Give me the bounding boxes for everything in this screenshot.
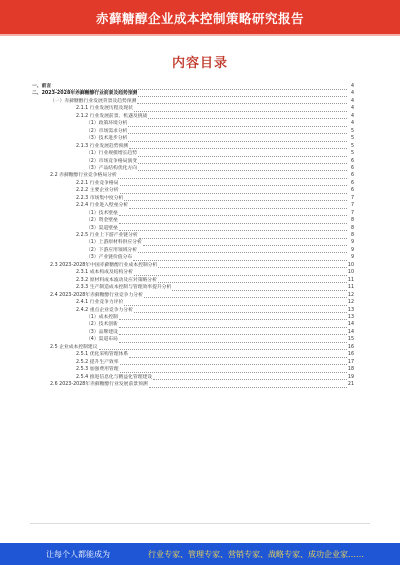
toc-leader-dots — [138, 91, 347, 97]
toc-entry-label: 2.3.3 生产制造成本控制与管理效率提升分析 — [76, 285, 172, 291]
toc-entry-label: 一、前言 — [32, 84, 52, 89]
toc-entry-label: （2）市场竞争格局演变 — [86, 158, 138, 164]
toc-leader-dots — [128, 121, 347, 127]
toc-entry-page: 17 — [347, 359, 354, 365]
toc-leader-dots — [52, 84, 347, 90]
toc-entry-label: （2）下游应用领域分析 — [86, 247, 138, 253]
toc-entry-label: 2.5.4 推进信息化与精益化管理建设 — [76, 374, 153, 380]
toc-leader-dots — [138, 247, 347, 253]
toc-entry-page: 6 — [350, 173, 354, 179]
toc-entry-page: 14 — [347, 329, 354, 335]
toc-entry-page: 4 — [350, 98, 354, 104]
toc-entry-page: 12 — [347, 300, 354, 306]
toc-leader-dots — [129, 352, 347, 358]
toc-entry-page: 4 — [350, 113, 354, 119]
toc-entry-page: 5 — [350, 128, 354, 134]
toc-entry-label: （2）技术创新 — [86, 322, 118, 328]
toc-entry-label: （2）市场需求分析 — [86, 128, 128, 134]
toc-leader-dots — [128, 128, 347, 134]
toc-leader-dots — [137, 98, 347, 104]
toc-entry-page: 4 — [350, 121, 354, 127]
toc-entry-page: 11 — [347, 285, 354, 291]
toc-entry-label: 2.5 企业成本控制建议 — [50, 344, 98, 350]
toc-leader-dots — [119, 337, 347, 343]
toc-leader-dots — [120, 180, 347, 186]
toc-leader-dots — [119, 314, 347, 320]
toc-entry-label: 二、2023-2028年赤藓糖醇行业前景及趋势预测 — [32, 91, 138, 97]
toc-entry-label: 2.2.2 主要企业分析 — [76, 188, 119, 194]
toc-leader-dots — [138, 151, 347, 157]
toc-entry-label: 2.2.5 行业上下游产业链分析 — [76, 233, 138, 238]
toc-entry-page: 6 — [350, 180, 354, 186]
toc-leader-dots — [148, 113, 347, 119]
toc-entry-page: 14 — [347, 322, 354, 328]
toc-entry-label: （3）技术进步分析 — [86, 136, 128, 142]
toc-entry-label: （3）渠道壁垒 — [86, 225, 118, 231]
toc-entry-page: 4 — [350, 91, 354, 97]
toc-entry-label: 2.6 2023-2028年赤藓糖醇行业发展前景预测 — [50, 382, 148, 387]
toc-entry[interactable] — [50, 381, 354, 389]
toc-entry-page: 21 — [347, 382, 354, 387]
toc-entry-label: （1）行业规模增长趋势 — [86, 151, 138, 157]
toc-entry-page: 16 — [347, 352, 354, 358]
toc-leader-dots — [139, 233, 347, 239]
toc-entry-page: 7 — [350, 203, 354, 209]
toc-leader-dots — [153, 374, 347, 380]
toc-leader-dots — [120, 367, 347, 373]
toc-leader-dots — [134, 106, 347, 112]
document-title: 赤藓糖醇企业成本控制策略研究报告 — [95, 11, 304, 26]
toc-leader-dots — [119, 322, 347, 328]
toc-entry-page: 7 — [350, 195, 354, 201]
toc-entry-page: 12 — [347, 292, 354, 298]
toc-entry-page: 9 — [350, 247, 354, 253]
toc-leader-dots — [172, 285, 347, 291]
toc-leader-dots — [99, 344, 347, 350]
toc-leader-dots — [129, 203, 347, 209]
toc-entry-label: 2.3.1 成本构成及结构分析 — [76, 270, 133, 276]
toc-leader-dots — [144, 292, 347, 298]
toc-entry-label: （2）资金壁垒 — [86, 218, 118, 224]
toc-entry-page: 10 — [347, 270, 354, 276]
toc-entry-page: 5 — [350, 143, 354, 149]
toc-entry-page: 6 — [350, 165, 354, 171]
toc-leader-dots — [134, 270, 347, 276]
toc-leader-dots — [124, 300, 347, 306]
toc-entry-label: （3）产业链价值分布 — [86, 255, 133, 261]
toc-entry-label: 2.1.2 行业发展前景、机遇及挑战 — [76, 113, 148, 119]
document-header-bar — [0, 0, 400, 34]
toc-leader-dots — [119, 210, 347, 216]
toc-entry-page: 13 — [347, 307, 354, 313]
toc-leader-dots — [119, 329, 347, 335]
footer-slogan-roles: 行业专家、管理专家、营销专家、战略专家、成功企业家…… — [148, 550, 364, 559]
toc-entry-page: 4 — [350, 84, 354, 89]
toc-entry-page: 11 — [347, 277, 354, 283]
toc-leader-dots — [128, 136, 347, 142]
toc-entry-label: （一）赤藓糖醇行业发展背景及趋势预测 — [50, 98, 137, 104]
header-divider — [0, 34, 400, 36]
toc-entry-page: 6 — [350, 188, 354, 194]
toc-entry-label: 2.2 赤藓糖醇行业竞争格局分析 — [50, 173, 117, 179]
toc-leader-dots — [138, 158, 347, 164]
toc-entry-label: （1）技术壁垒 — [86, 210, 118, 216]
toc-entry-page: 8 — [350, 225, 354, 231]
toc-entry-page: 8 — [350, 218, 354, 224]
toc-heading: 内容目录 — [171, 56, 228, 71]
toc-entry-page: 9 — [350, 255, 354, 261]
toc-leader-dots — [158, 262, 347, 268]
toc-leader-dots — [134, 307, 347, 313]
toc-entry-page: 13 — [347, 314, 354, 320]
toc-leader-dots — [138, 165, 347, 171]
toc-leader-dots — [120, 359, 347, 365]
toc-entry-page: 5 — [350, 136, 354, 142]
toc-leader-dots — [124, 195, 347, 201]
toc-entry-label: （1）上游原材料供应分析 — [86, 240, 142, 246]
toc-entry-label: 2.2.1 行业竞争格局 — [76, 180, 119, 186]
toc-entry-label: 2.5.1 优化采购管理体系 — [76, 352, 129, 358]
toc-leader-dots — [120, 188, 347, 194]
toc-entry-page: 19 — [347, 374, 354, 380]
toc-entry-page: 16 — [347, 344, 354, 350]
toc-leader-dots — [158, 277, 347, 283]
toc-leader-dots — [129, 143, 347, 149]
toc-entry-page: 15 — [347, 337, 354, 343]
toc-entry-label: 2.2.4 行业进入壁垒分析 — [76, 203, 129, 209]
toc-entry-label: 2.1.3 行业发展趋势预测 — [76, 143, 129, 149]
toc-entry-page: 18 — [347, 367, 354, 373]
toc-entry-page: 7 — [350, 210, 354, 216]
toc-entry-label: 2.2.3 市场集中度分析 — [76, 195, 124, 201]
toc-entry-page: 9 — [350, 240, 354, 246]
toc-entry-label: 2.4 2023-2028年赤藓糖醇行业竞争力分析 — [50, 292, 143, 298]
toc-entry-label: 2.3.2 原材料成本波动及应对策略分析 — [76, 277, 157, 283]
toc-entry-label: （4）渠道布局 — [86, 337, 118, 343]
toc-entry-page: 6 — [350, 158, 354, 164]
toc-entry-label: 2.4.2 重点企业竞争力分析 — [76, 307, 133, 313]
toc-entry-label: （3）产品结构优化方向 — [86, 165, 138, 171]
toc-entry-label: （1）成本控制 — [86, 314, 118, 320]
toc-leader-dots — [119, 218, 347, 224]
toc-leader-dots — [143, 240, 347, 246]
content-bottom-divider — [30, 523, 370, 524]
toc-entry-page: 4 — [350, 106, 354, 112]
toc-entry-label: 2.5.2 提升生产效率 — [76, 359, 119, 365]
toc-leader-dots — [118, 173, 347, 179]
toc-entry-label: 2.4.1 行业竞争力评价 — [76, 300, 124, 306]
toc-entry-label: 2.1.1 行业发展历程及现状 — [76, 106, 133, 112]
toc-leader-dots — [119, 225, 347, 231]
toc-entry-label: （1）政策环境分析 — [86, 121, 128, 127]
toc-entry-page: 10 — [347, 262, 354, 268]
toc-entry-page: 8 — [350, 233, 354, 238]
toc-entry-label: （3）品牌建设 — [86, 329, 118, 335]
footer-slogan-lead: 让每个人都能成为 — [46, 550, 110, 559]
toc-leader-dots — [133, 255, 347, 261]
toc-entry-label: 2.5.3 加强费用管理 — [76, 367, 119, 373]
toc-leader-dots — [149, 382, 347, 388]
footer-banner — [0, 543, 400, 565]
toc-entry-label: 2.3 2023-2028年中国赤藓糖醇行业成本控制分析 — [50, 262, 158, 268]
toc-entry-page: 5 — [350, 151, 354, 157]
